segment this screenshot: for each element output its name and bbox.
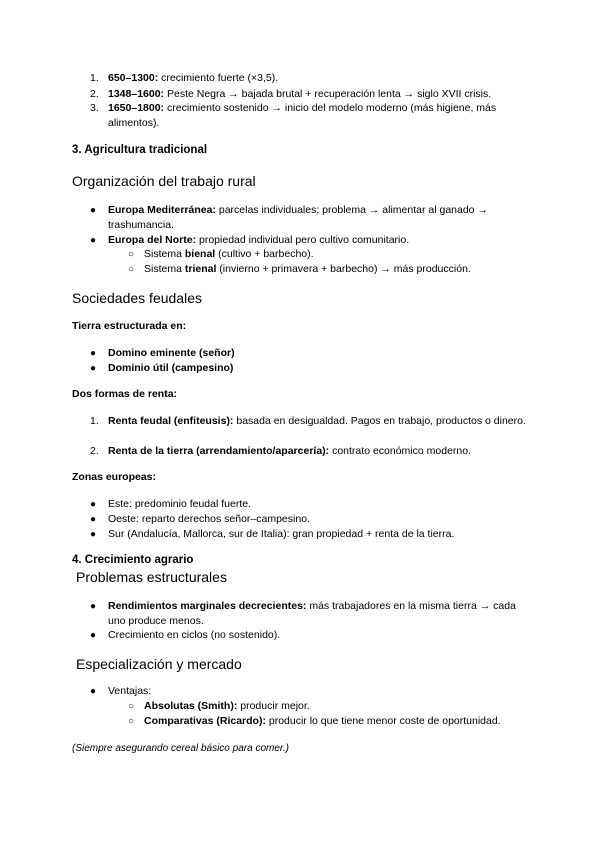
item-text: parcelas individuales; problema → alimentar al ganado → trashumancia. (108, 204, 488, 231)
list-number: 2. (90, 445, 99, 457)
paragraph-label: Tierra estructurada en: (72, 320, 187, 332)
list-number: 1. (90, 72, 99, 84)
list-item: Sur (Andalucía, Mallorca, sur de Italia): gran propiedad + renta de la tierra. (108, 528, 455, 540)
list-item: Dominio útil (campesino) (108, 362, 234, 374)
item-text: propiedad individual pero cultivo comunitario. (196, 234, 410, 246)
subsection-heading: Organización del trabajo rural (72, 173, 256, 189)
item-text: producir lo que tiene menor coste de oportunidad. (265, 715, 501, 727)
item-text: (cultivo + barbecho). (215, 248, 314, 260)
bullet-icon: ● (90, 205, 97, 216)
circle-bullet-icon: ○ (128, 264, 135, 275)
list-item (108, 414, 528, 429)
list-item: Domino eminente (señor) (108, 347, 235, 359)
subsection-heading: Sociedades feudales (72, 290, 202, 306)
item-bold: Absolutas (Smith): (144, 700, 238, 712)
bullet-icon: ● (90, 529, 97, 540)
bullet-icon: ● (90, 235, 97, 246)
bullet-icon: ● (90, 601, 97, 612)
list-number: 1. (90, 415, 99, 427)
list-item: Ventajas: (108, 685, 152, 697)
bullet-icon: ● (90, 348, 97, 359)
bullet-icon: ● (90, 686, 97, 697)
sub-list-item (144, 247, 584, 262)
item-text: crecimiento fuerte (×3,5). (158, 72, 279, 84)
bullet-icon: ● (90, 514, 97, 525)
list-item (108, 87, 548, 102)
list-item (108, 233, 548, 248)
subsection-heading: Especialización y mercado (76, 656, 242, 672)
bullet-icon: ● (90, 499, 97, 510)
item-bold: Renta de la tierra (arrendamiento/aparcería): (108, 445, 330, 457)
list-item (108, 203, 528, 233)
footnote: (Siempre asegurando cereal básico para comer.) (72, 743, 289, 754)
item-bold: 1650–1800: (108, 102, 165, 114)
list-item (108, 444, 548, 459)
item-bold: Renta feudal (enfiteusis): (108, 415, 234, 427)
item-text: Sistema (144, 263, 185, 275)
list-item: Crecimiento en ciclos (no sostenido). (108, 629, 281, 641)
list-number: 2. (90, 88, 99, 100)
item-bold: 1348–1600: (108, 88, 165, 100)
list-item (108, 599, 528, 629)
item-text: basada en desigualdad. Pagos en trabajo, productos o dinero. (233, 415, 526, 427)
item-bold: Europa del Norte: (108, 234, 197, 246)
item-bold: Comparativas (Ricardo): (144, 715, 266, 727)
paragraph-label: Zonas europeas: (72, 471, 157, 483)
item-bold: bienal (184, 248, 216, 260)
item-bold: Europa Mediterránea: (108, 204, 216, 216)
circle-bullet-icon: ○ (128, 701, 135, 712)
item-text: Sistema (144, 248, 185, 260)
circle-bullet-icon: ○ (128, 716, 135, 727)
item-text: (invierno + primavera + barbecho) → más producción. (216, 263, 471, 275)
item-text: producir mejor. (237, 700, 310, 712)
list-item (108, 71, 548, 86)
section-heading: 4. Crecimiento agrario (72, 554, 194, 566)
section-heading: 3. Agricultura tradicional (72, 144, 208, 156)
paragraph-label: Dos formas de renta: (72, 388, 178, 400)
sub-list-item (144, 699, 584, 714)
item-text: Peste Negra → bajada brutal + recuperación lenta → siglo XVII crisis. (164, 88, 492, 100)
list-number: 3. (90, 102, 99, 114)
list-item: Este: predominio feudal fuerte. (108, 498, 252, 510)
list-item (108, 101, 538, 131)
item-bold: 650–1300: (108, 72, 159, 84)
item-text: más trabajadores en la misma tierra → cada uno produce menos. (108, 600, 516, 627)
bullet-icon: ● (90, 630, 97, 641)
subsection-heading: Problemas estructurales (76, 569, 227, 585)
item-bold: trienal (184, 263, 217, 275)
bullet-icon: ● (90, 363, 97, 374)
item-text: crecimiento sostenido → inicio del modelo moderno (más higiene, más alimentos). (108, 102, 497, 129)
sub-list-item (144, 262, 584, 277)
circle-bullet-icon: ○ (128, 249, 135, 260)
list-item: Oeste: reparto derechos señor–campesino. (108, 513, 310, 525)
item-text: contrato económico moderno. (329, 445, 471, 457)
item-bold: Rendimientos marginales decrecientes: (108, 600, 307, 612)
sub-list-item (144, 714, 544, 729)
